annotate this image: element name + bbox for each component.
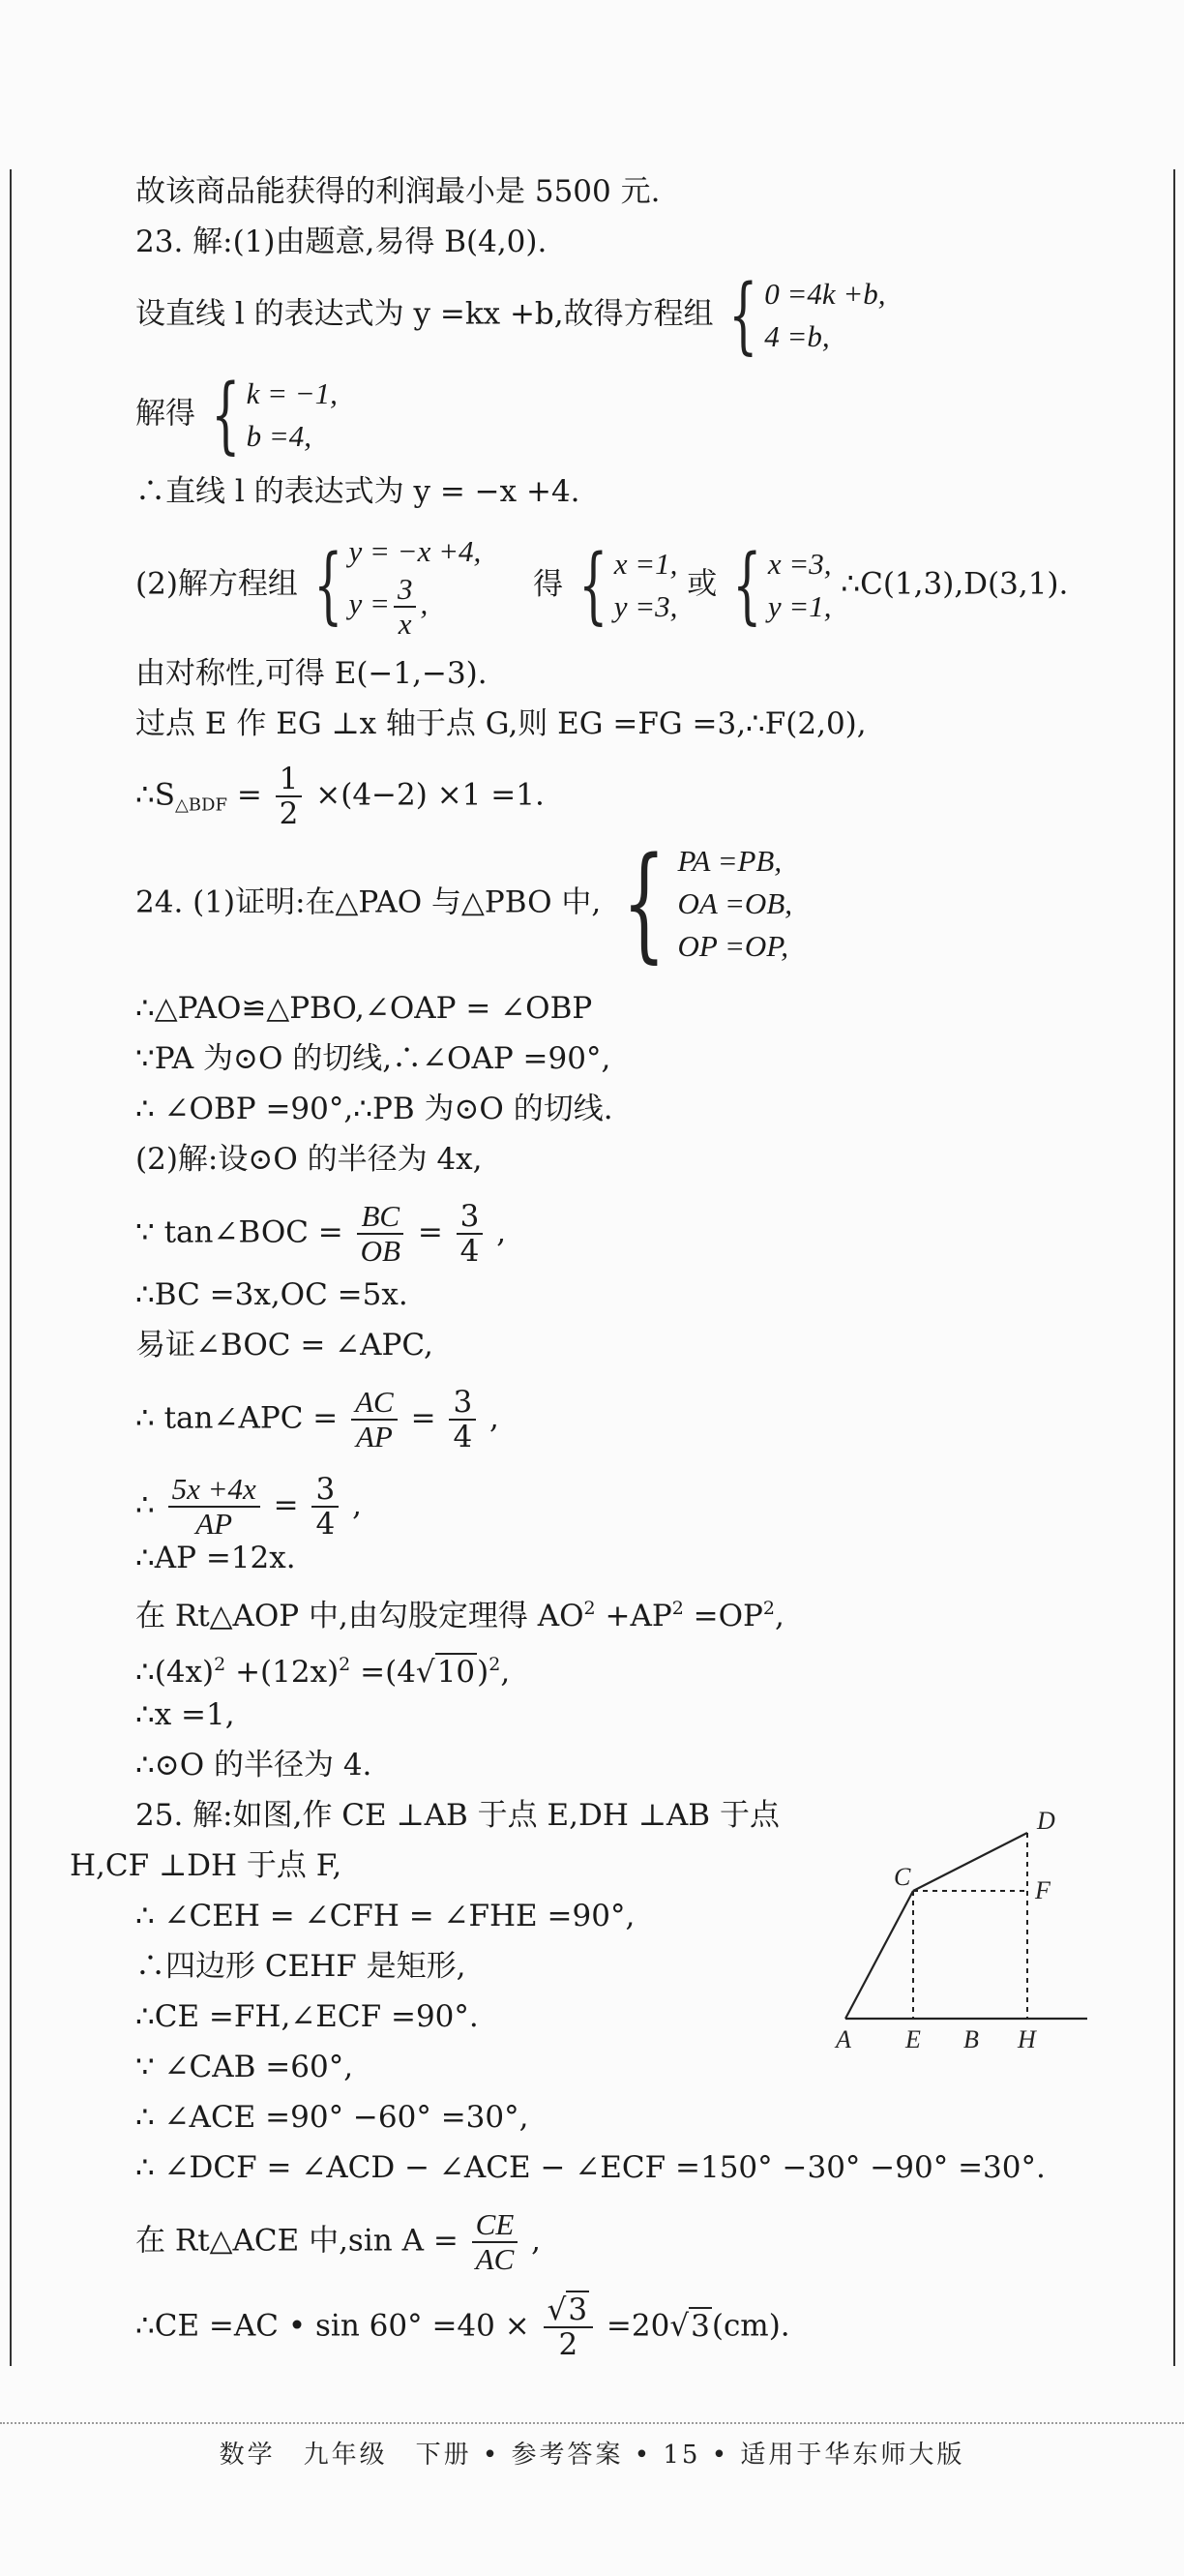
brace-icon: { xyxy=(622,831,666,975)
text-line: 故该商品能获得的利润最小是 5500 元. xyxy=(135,174,661,209)
brace-icon: { xyxy=(728,267,758,364)
label-a: A xyxy=(836,2025,851,2053)
text-line: ∵ ∠CAB =60°, xyxy=(135,2050,354,2084)
text-line: ∴x =1, xyxy=(135,1697,235,1732)
text-line: ∴ tan∠APC = $\frac{AC}{AP}$ = $\frac{3}{4}$ , xyxy=(135,1385,499,1454)
text-line: ∴ ∠ACE =90° −60° =30°, xyxy=(135,2100,529,2135)
text-line: 在 Rt△AOP 中,由勾股定理得 $AO^2 +AP^2 =OP^2$, xyxy=(135,1598,784,1633)
text-line: 由对称性,可得 E(−1,−3). xyxy=(135,656,488,691)
geometry-figure xyxy=(822,1790,1093,2061)
text-line: ∵ tan∠BOC = $\frac{BC}{OB}$ = $\frac{3}{4}$ , xyxy=(135,1199,507,1269)
text-line: ∴ ∠DCF = ∠ACD − ∠ACE − ∠ECF =150° −30° −90° =30°. xyxy=(135,2150,1046,2185)
page-footer: 数学 九年级 下册 • 参考答案 • 15 • 适用于华东师大版 xyxy=(219,2441,965,2470)
segment-ac xyxy=(845,1891,913,2019)
equation-system: { 0 =4k +b, 4 =b, xyxy=(728,267,886,364)
label-c: C xyxy=(894,1863,911,1891)
equation-system: { k = −1, b =4, xyxy=(211,367,338,464)
brace-icon: { xyxy=(732,537,762,634)
footer-divider xyxy=(0,2422,1184,2424)
text-line: (2)解:设⊙O 的半径为 4x, xyxy=(135,1142,483,1177)
text-line: 过点 E 作 EG ⊥x 轴于点 G,则 EG =FG =3,∴F(2,0), xyxy=(135,706,867,741)
sqrt-icon: √ xyxy=(669,2308,690,2344)
text-line: ∴△PAO≌△PBO,∠OAP = ∠OBP xyxy=(135,991,593,1026)
text-line: 23. 解:(1)由题意,易得 B(4,0). xyxy=(135,225,548,259)
text-line: ∴BC =3x,OC =5x. xyxy=(135,1277,408,1312)
equation-system-line: (2)解方程组 { y = −x +4, y = $\frac{3}{x}$ , 得 { x =1, y =3, 或 { x =3, y =1, ∴C(1,3),D(3,1). xyxy=(135,530,1116,641)
label-d: D xyxy=(1037,1807,1055,1835)
text-line: $\therefore(4x)^2 +(12x)^2 =(4√10)^2$, xyxy=(135,1654,511,1690)
segment-cd xyxy=(913,1833,1027,1891)
text-line: ∴⊙O 的半径为 4. xyxy=(135,1748,372,1782)
sqrt-icon: √ xyxy=(415,1655,435,1690)
text-line: 25. 解:如图,作 CE ⊥AB 于点 E,DH ⊥AB 于点 xyxy=(135,1798,780,1833)
text-line: ∴ $\frac{5x +4x}{AP}$ = $\frac{3}{4}$ , xyxy=(135,1472,362,1542)
equation-system: { x =3, y =1, xyxy=(732,537,832,634)
label-h: H xyxy=(1018,2025,1036,2053)
label-e: E xyxy=(905,2025,921,2053)
text-line: $\therefore S_{\triangle BDF}$ = $\frac{1}{2}$ ×(4−2) ×1 =1. xyxy=(135,762,545,831)
label-f: F xyxy=(1035,1876,1051,1904)
text-line: H,CF ⊥DH 于点 F, xyxy=(70,1848,342,1883)
text-line: 在 Rt△ACE 中,sin A = $\frac{CE}{AC}$ , xyxy=(135,2207,541,2276)
equation-system-line: 解得 { k = −1, b =4, xyxy=(135,367,338,464)
equation-system: { x =1, y =3, xyxy=(578,537,678,634)
brace-icon: { xyxy=(578,537,608,634)
equation-system: { PA =PB, OA =OB, OP =OP, xyxy=(622,831,793,975)
equation-system-line: 24. (1)证明:在△PAO 与△PBO 中, { PA =PB, OA =OB, OP =OP, xyxy=(135,831,793,975)
brace-icon: { xyxy=(211,367,241,464)
text-line: ∴直线 l 的表达式为 y = −x +4. xyxy=(135,474,580,509)
sqrt-icon: √ xyxy=(547,2292,567,2327)
equation-system: { y = −x +4, y = $\frac{3}{x}$ , xyxy=(313,534,482,641)
text-line: ∴ ∠CEH = ∠CFH = ∠FHE =90°, xyxy=(135,1899,636,1933)
text-line: ∴AP =12x. xyxy=(135,1541,296,1575)
text-line: ∴ ∠OBP =90°,∴PB 为⊙O 的切线. xyxy=(135,1092,613,1126)
label-b: B xyxy=(963,2025,979,2053)
text-line: ∴CE =FH,∠ECF =90°. xyxy=(135,1999,479,2034)
text-line: ∵PA 为⊙O 的切线,∴∠OAP =90°, xyxy=(135,1041,611,1076)
text-line: ∴四边形 CEHF 是矩形, xyxy=(135,1949,466,1984)
text-line: ∴CE =AC • sin 60° =40 × $\frac{√3}{2}$ =20√3(cm). xyxy=(135,2292,790,2362)
brace-icon: { xyxy=(313,537,343,634)
text-line: 易证∠BOC = ∠APC, xyxy=(135,1328,433,1363)
equation-system-line: 设直线 l 的表达式为 y =kx +b,故得方程组 { 0 =4k +b, 4 =b, xyxy=(135,267,886,364)
